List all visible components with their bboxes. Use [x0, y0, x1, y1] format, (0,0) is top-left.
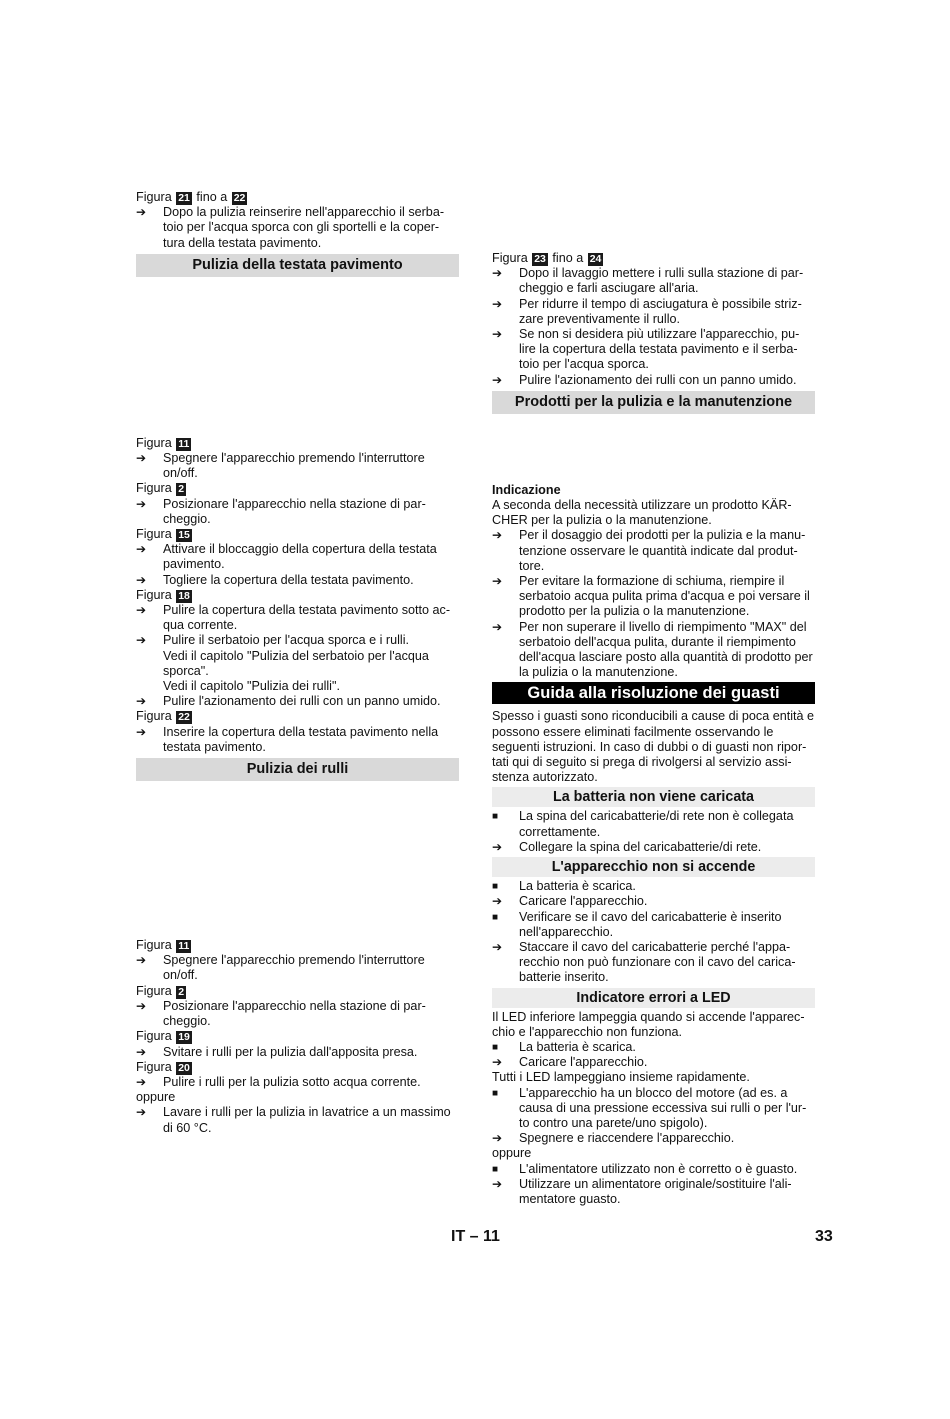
- remedy-item: [492, 840, 815, 855]
- figure-ref: Figura 11: [136, 938, 190, 953]
- subsection-heading: Indicatore errori a LED: [492, 988, 815, 1008]
- right-column: [492, 251, 815, 1207]
- figure-number: 24: [589, 253, 602, 265]
- instruction-step: [492, 528, 815, 574]
- cross-reference: Vedi il capitolo "Pulizia dei rulli".: [163, 679, 340, 694]
- step-text: Spegnere l'apparecchio premendo l'interruttore on/off.: [163, 451, 425, 481]
- instruction-step: [136, 497, 459, 527]
- step-text: Per ridurre il tempo di asciugatura è possibile striz-zare preventivamente il rullo.: [519, 296, 802, 326]
- figure-space: [492, 418, 815, 483]
- chapter-heading: Guida alla risoluzione dei guasti: [492, 682, 815, 704]
- step-text: Dopo il lavaggio mettere i rulli sulla stazione di par-cheggio e farli asciugare all'aria.: [519, 266, 804, 296]
- cause-text: Verificare se il cavo del caricabatterie è inserito nell'apparecchio.: [519, 909, 782, 939]
- step-text: Lavare i rulli per la pulizia in lavatrice a un massimo di 60 °C.: [163, 1105, 451, 1135]
- instruction-step: [136, 999, 459, 1029]
- figure-number: 23: [534, 253, 546, 265]
- figure-number: 22: [233, 192, 246, 204]
- section-heading: Pulizia dei rulli: [136, 758, 459, 781]
- led-all-text: Tutti i LED lampeggiano insieme rapidamente.: [492, 1070, 750, 1085]
- footer-section-label: IT – 11: [451, 1228, 500, 1245]
- step-text: Se non si desidera più utilizzare l'apparecchio, pu-lire la copertura della testata pavimento e il serba-toio per l'acqua sporca.: [519, 327, 800, 372]
- arrow-icon: ➔: [136, 1074, 147, 1089]
- section-heading: Prodotti per la pulizia e la manutenzione: [492, 391, 815, 414]
- figure-ref: Figura 19: [136, 1029, 190, 1044]
- arrow-icon: ➔: [136, 1044, 147, 1059]
- step-text: Per evitare la formazione di schiuma, riempire il serbatoio acqua pulita prima d'acqua e poi versare il prodotto per la pulizia o la manutenzione.: [519, 574, 810, 619]
- step-text: Attivare il bloccaggio della copertura della testata pavimento.: [163, 542, 437, 572]
- figure-number: 22: [178, 711, 190, 724]
- remedy-item: [492, 940, 815, 986]
- cause-item: [492, 1162, 815, 1177]
- instruction-step: [136, 1075, 459, 1090]
- figure-number: 19: [178, 1031, 190, 1044]
- arrow-icon: ➔: [136, 451, 147, 466]
- cause-text: La spina del caricabatterie/di rete non è collegata correttamente.: [519, 809, 794, 839]
- instruction-step: [492, 327, 815, 373]
- instruction-step: [136, 451, 459, 481]
- arrow-icon: ➔: [492, 1131, 503, 1146]
- remedy-text: Caricare l'apparecchio.: [519, 1055, 648, 1070]
- cause-item: [492, 809, 815, 839]
- remedy-text: Caricare l'apparecchio.: [519, 894, 648, 909]
- subsection-heading: L'apparecchio non si accende: [492, 857, 815, 877]
- instruction-step: [136, 542, 459, 572]
- figure-ref: [492, 251, 815, 266]
- arrow-icon: ➔: [492, 1055, 503, 1070]
- figure-ref: Figura 22: [136, 709, 190, 724]
- instruction-step: [136, 694, 459, 709]
- figure-number: 21: [178, 192, 190, 204]
- remedy-item: [492, 1131, 815, 1146]
- figure-ref: Figura 2: [136, 481, 185, 496]
- arrow-icon: ➔: [136, 998, 147, 1013]
- arrow-icon: ➔: [492, 372, 503, 387]
- figure-number: 2: [178, 483, 185, 496]
- cross-reference: Vedi il capitolo "Pulizia del serbatoio per l'acqua sporca".: [163, 648, 429, 678]
- step-text: Svitare i rulli per la pulizia dall'apposita presa.: [163, 1044, 418, 1059]
- cause-text: La batteria è scarica.: [519, 1039, 636, 1054]
- arrow-icon: ➔: [136, 572, 147, 587]
- instruction-step: [136, 573, 459, 588]
- instruction-step: [492, 620, 815, 681]
- instruction-step: [136, 1045, 459, 1060]
- arrow-icon: ➔: [492, 939, 503, 954]
- arrow-icon: ➔: [136, 953, 147, 968]
- figure-ref: Figura 11: [136, 435, 190, 450]
- alternative-label: oppure: [492, 1146, 532, 1161]
- instruction-step: [136, 725, 459, 755]
- arrow-icon: ➔: [136, 724, 147, 739]
- intro-paragraph: Spesso i guasti sono riconducibili a cause di poca entità e possono essere eliminati facilmente osservando le seguenti istruzioni. In caso di dubbi o di guasti non ripor-tati qui di seguito si prega di rivolgersi al servizio assi-stenza autorizzato.: [492, 709, 815, 785]
- arrow-icon: ➔: [492, 574, 503, 589]
- note-title: Indicazione: [492, 482, 561, 497]
- alternative-label: oppure: [136, 1090, 176, 1105]
- instruction-step: [492, 574, 815, 620]
- square-bullet-icon: ■: [492, 1041, 499, 1053]
- step-text: Posizionare l'apparecchio nella stazione di par-cheggio.: [163, 998, 426, 1029]
- arrow-icon: ➔: [136, 1105, 147, 1120]
- figure-label: Figura: [492, 251, 528, 265]
- step-text: Dopo la pulizia reinserire nell'apparecchio il serba-toio per l'acqua sporca con gli sportelli e la coper-tura della testata pavimento.: [163, 205, 445, 250]
- arrow-icon: ➔: [136, 603, 147, 618]
- instruction-step: [492, 266, 815, 296]
- figure-range-word: fino a: [552, 251, 584, 265]
- cause-item: [492, 910, 815, 940]
- subsection-heading: La batteria non viene caricata: [492, 787, 815, 807]
- cause-text: La batteria è scarica.: [519, 879, 636, 894]
- figure-ref: Figura 18: [136, 587, 190, 602]
- remedy-item: [492, 1177, 815, 1207]
- step-text: Pulire l'azionamento dei rulli con un panno umido.: [519, 372, 797, 387]
- arrow-icon: ➔: [136, 633, 147, 648]
- instruction-step: [136, 1105, 459, 1135]
- led-intro: Il LED inferiore lampeggia quando si accende l'apparec-chio e l'apparecchio non funziona.: [492, 1009, 805, 1039]
- instruction-step: [136, 633, 459, 694]
- figure-number: 11: [178, 940, 190, 953]
- figure-ref: Figura 2: [136, 983, 185, 998]
- arrow-icon: ➔: [136, 496, 147, 511]
- instruction-step: [492, 373, 815, 388]
- remedy-item: [492, 894, 815, 909]
- step-text: Per il dosaggio dei prodotti per la pulizia e la manu-tenzione osservare le quantità indicate dal produt-tore.: [519, 528, 806, 573]
- square-bullet-icon: ■: [492, 1087, 499, 1099]
- step-text: Togliere la copertura della testata pavimento.: [163, 572, 414, 587]
- step-text: Per non superare il livello di riempimento "MAX" del serbatoio dell'acqua pulita, durante il riempimento dell'acqua lasciare posto alla quantità di prodotto per la pulizia o la manutenzione.: [519, 619, 813, 680]
- cause-item: [492, 1086, 815, 1132]
- step-text: Pulire i rulli per la pulizia sotto acqua corrente.: [163, 1074, 421, 1089]
- arrow-icon: ➔: [492, 1176, 503, 1191]
- arrow-icon: ➔: [492, 327, 503, 342]
- arrow-icon: ➔: [492, 528, 503, 543]
- left-column: [136, 190, 459, 1136]
- figure-number: 11: [178, 437, 190, 450]
- figure-ref: Figura 15: [136, 527, 190, 542]
- arrow-icon: ➔: [136, 542, 147, 557]
- arrow-icon: ➔: [492, 266, 503, 281]
- remedy-text: Collegare la spina del caricabatterie/di rete.: [519, 839, 762, 854]
- step-text: Spegnere l'apparecchio premendo l'interruttore on/off.: [163, 953, 425, 983]
- figure-number: 15: [178, 529, 190, 542]
- remedy-text: Utilizzare un alimentatore originale/sostituire l'ali-mentatore guasto.: [519, 1176, 792, 1206]
- arrow-icon: ➔: [492, 296, 503, 311]
- step-text: Pulire il serbatoio per l'acqua sporca e i rulli. Vedi il capitolo "Pulizia del serbatoio per l'acqua sporca". Vedi il capitolo "Pulizia dei rulli".: [163, 633, 429, 694]
- instruction-step: [136, 603, 459, 633]
- cause-text: L'apparecchio ha un blocco del motore (ad es. a causa di una pressione eccessiva sui rulli o per l'ur-to contro una parete/uno spigolo).: [519, 1085, 807, 1130]
- instruction-step: [136, 953, 459, 983]
- cause-item: [492, 1040, 815, 1055]
- figure-label: Figura: [136, 190, 172, 204]
- figure-ref: Figura 20: [136, 1059, 190, 1074]
- arrow-icon: ➔: [492, 839, 503, 854]
- section-heading: Pulizia della testata pavimento: [136, 254, 459, 277]
- figure-number: 2: [178, 985, 185, 998]
- square-bullet-icon: ■: [492, 911, 499, 923]
- step-text: Posizionare l'apparecchio nella stazione di par-cheggio.: [163, 496, 426, 526]
- figure-space: [136, 281, 459, 436]
- cause-item: [492, 879, 815, 894]
- arrow-icon: ➔: [492, 619, 503, 634]
- remedy-item: [492, 1055, 815, 1070]
- figure-space: [136, 785, 459, 938]
- figure-number: 20: [178, 1061, 190, 1074]
- arrow-icon: ➔: [136, 694, 147, 709]
- figure-ref: [136, 190, 459, 205]
- step-text: Pulire la copertura della testata pavimento sotto ac-qua corrente.: [163, 603, 451, 633]
- figure-number: 18: [178, 589, 190, 602]
- figure-range-word: fino a: [196, 190, 228, 204]
- instruction-step: [136, 205, 459, 251]
- note-text: A seconda della necessità utilizzare un prodotto KÄR-CHER per la pulizia o la manutenzione.: [492, 498, 792, 528]
- square-bullet-icon: ■: [492, 1163, 499, 1175]
- square-bullet-icon: ■: [492, 811, 499, 823]
- arrow-icon: ➔: [492, 894, 503, 909]
- cause-text: L'alimentatore utilizzato non è corretto o è guasto.: [519, 1161, 798, 1176]
- arrow-icon: ➔: [136, 205, 147, 220]
- remedy-text: Staccare il cavo del caricabatterie perché l'appa-recchio non può funzionare con il cavo del carica-batterie inserito.: [519, 939, 796, 985]
- page-number: 33: [815, 1228, 833, 1245]
- remedy-text: Spegnere e riaccendere l'apparecchio.: [519, 1131, 735, 1146]
- step-text: Pulire l'azionamento dei rulli con un panno umido.: [163, 694, 441, 709]
- instruction-step: [492, 297, 815, 327]
- square-bullet-icon: ■: [492, 881, 499, 893]
- step-text: Inserire la copertura della testata pavimento nella testata pavimento.: [163, 724, 439, 754]
